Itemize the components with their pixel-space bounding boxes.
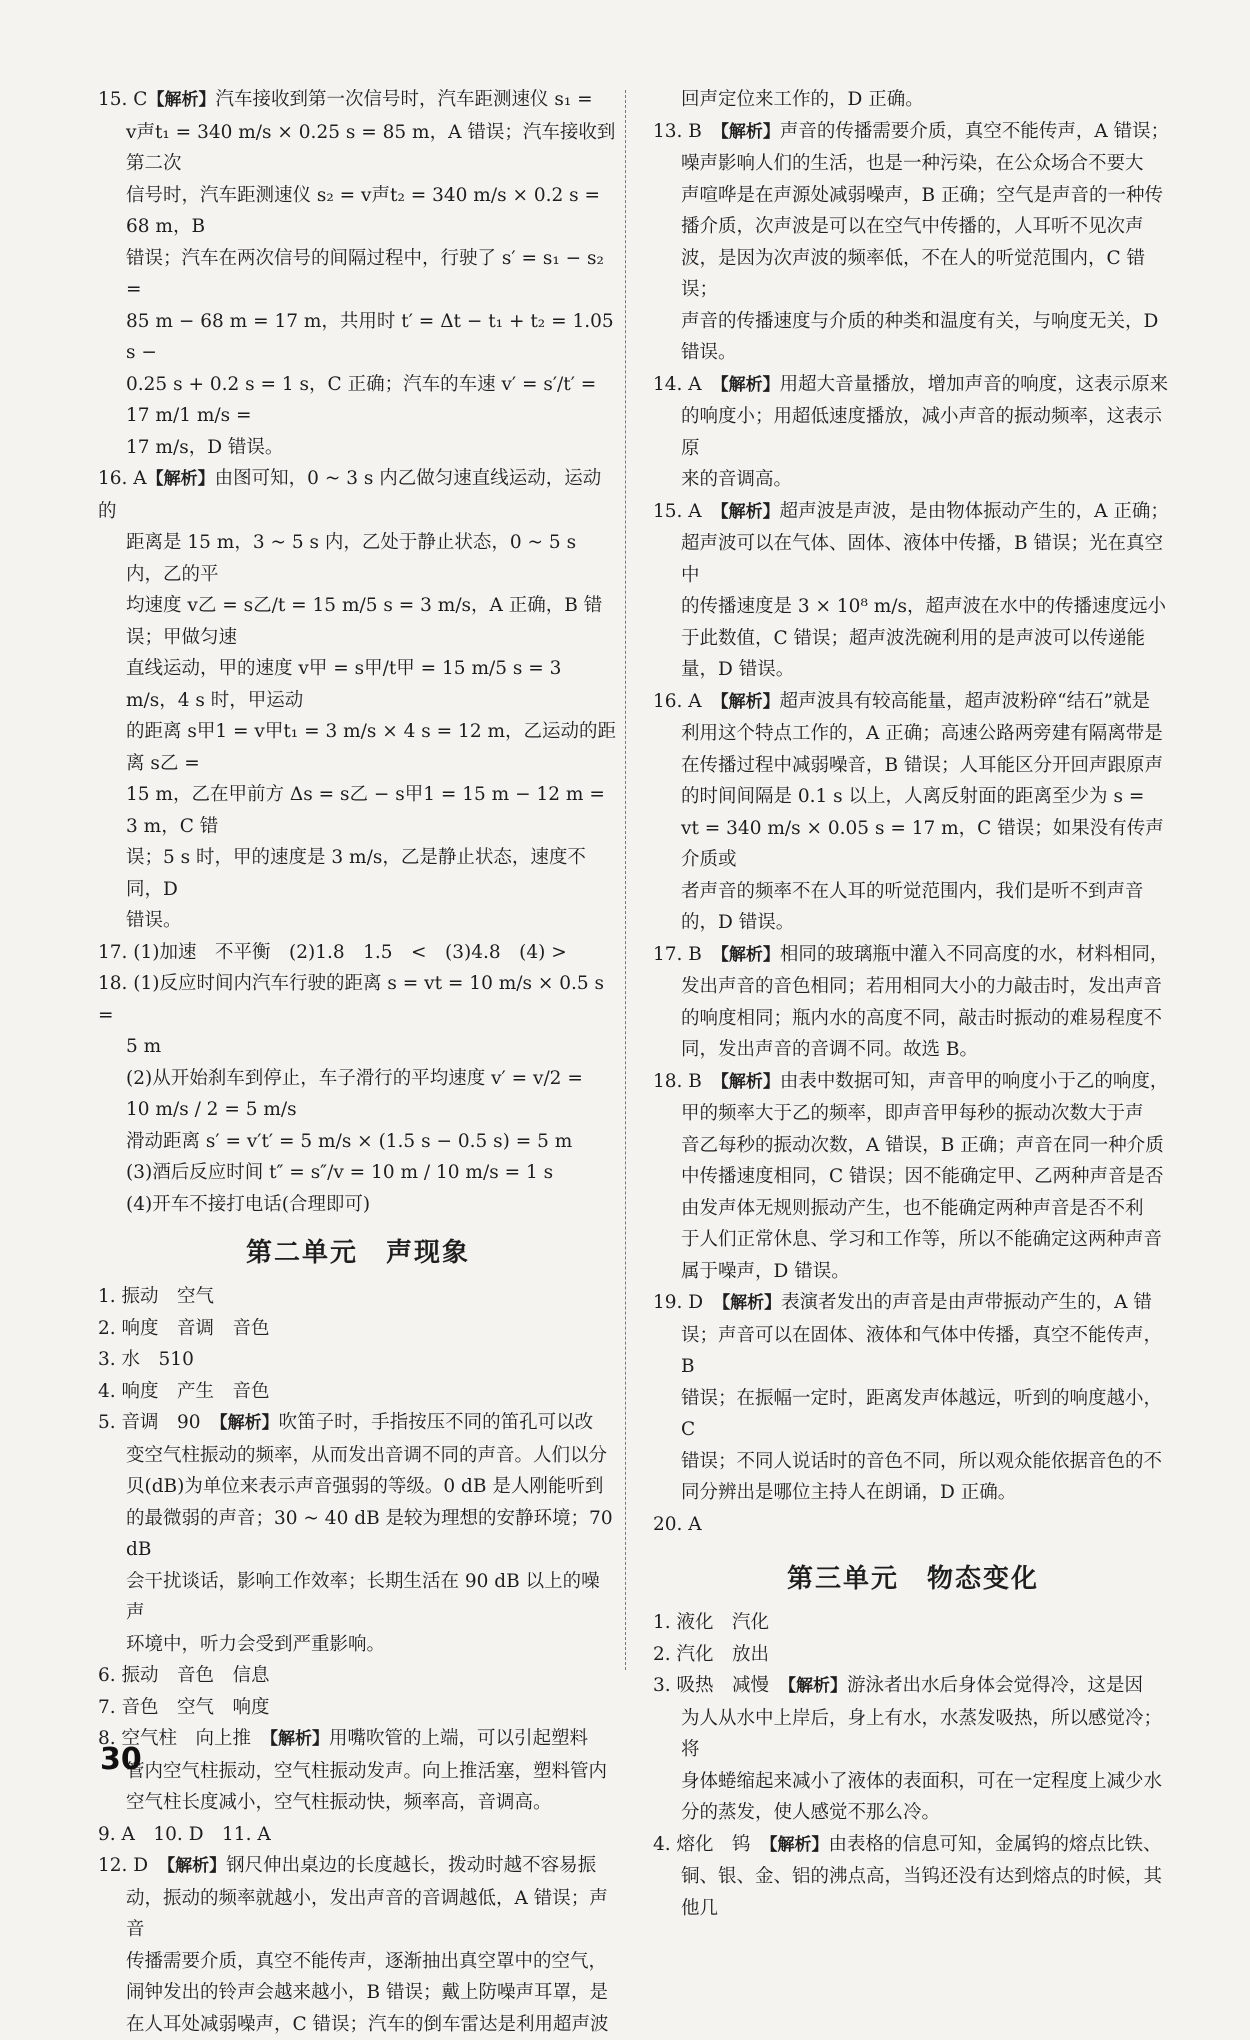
answer-item xyxy=(653,1829,1173,1925)
analysis-line: 15 m，乙在甲前方 Δs = s乙 − s甲1 = 15 m − 12 m = 3 m，C 错 xyxy=(98,779,618,842)
analysis-line: 同分辨出是哪位主持人在朗诵，D 正确。 xyxy=(653,1477,1173,1509)
answer-item xyxy=(98,1660,618,1692)
analysis-line: 管内空气柱振动，空气柱振动发声。向上推活塞，塑料管内 xyxy=(98,1756,618,1788)
analysis-line: 量，D 错误。 xyxy=(653,654,1173,686)
analysis-text: 超声波具有较高能量，超声波粉碎“结石”就是 xyxy=(780,691,1150,712)
analysis-line: 分的蒸发，使人感觉不那么冷。 xyxy=(653,1797,1173,1829)
analysis-line: 播介质，次声波是可以在空气中传播的，人耳听不见次声 xyxy=(653,211,1173,243)
analysis-tag: 【解析】 xyxy=(769,1835,829,1855)
analysis-line: 声喧哗是在声源处减弱噪声，B 正确；空气是声音的一种传 xyxy=(653,180,1173,212)
analysis-line: 变空气柱振动的频率，从而发出音调不同的声音。人们以分 xyxy=(98,1440,618,1472)
analysis-line: 超声波可以在气体、固体、液体中传播，B 错误；光在真空中 xyxy=(653,528,1173,591)
answer-head xyxy=(653,1287,1173,1320)
analysis-line: 错误。 xyxy=(98,905,618,937)
analysis-tag: 【解析】 xyxy=(720,502,780,522)
answer-item xyxy=(653,116,1173,369)
analysis-tag: 【解析】 xyxy=(720,122,780,142)
page-number: 30 xyxy=(100,1742,142,1777)
analysis-line: (3)酒后反应时间 t″ = s″/v = 10 m / 10 m/s = 1 s xyxy=(98,1157,618,1189)
analysis-line: 铜、银、金、铝的沸点高，当钨还没有达到熔点的时候，其他几 xyxy=(653,1861,1173,1924)
analysis-line: 波，是因为次声波的频率低，不在人的听觉范围内，C 错误； xyxy=(653,243,1173,306)
answer-item xyxy=(98,84,618,463)
analysis-line: 的，D 错误。 xyxy=(653,907,1173,939)
analysis-line: v声t₁ = 340 m/s × 0.25 s = 85 m，A 错误；汽车接收到第二次 xyxy=(98,117,618,180)
answer-item xyxy=(98,1819,618,1851)
answer-label: 16. A xyxy=(653,691,720,712)
analysis-line: 甲的频率大于乙的频率，即声音甲每秒的振动次数大于声 xyxy=(653,1098,1173,1130)
answer-item xyxy=(98,463,618,937)
analysis-line: 的响度相同；瓶内水的高度不同，敲击时振动的难易程度不 xyxy=(653,1003,1173,1035)
answer-head xyxy=(98,1281,618,1313)
answer-item xyxy=(98,968,618,1220)
answer-label: 6. 振动 音色 信息 xyxy=(98,1665,270,1686)
answer-label: 14. A xyxy=(653,374,720,395)
analysis-line: 利用这个特点工作的，A 正确；高速公路两旁建有隔离带是 xyxy=(653,718,1173,750)
analysis-line: 动，振动的频率就越小，发出声音的音调越低，A 错误；声音 xyxy=(98,1883,618,1946)
analysis-line: 音乙每秒的振动次数，A 错误，B 正确；声音在同一种介质 xyxy=(653,1130,1173,1162)
analysis-tag: 【解析】 xyxy=(219,1413,279,1433)
answer-item xyxy=(98,1281,618,1313)
answer-head xyxy=(98,1313,618,1345)
answer-item xyxy=(653,496,1173,686)
analysis-text: 由图可知，0 ~ 3 s 内乙做匀速直线运动，运动的 xyxy=(98,468,601,522)
unit2-answers xyxy=(98,1281,618,2040)
analysis-line: 传播需要介质，真空不能传声，逐渐抽出真空罩中的空气， xyxy=(98,1946,618,1978)
analysis-line: 的响度小；用超低速度播放，减小声音的振动频率，这表示原 xyxy=(653,401,1173,464)
answer-head xyxy=(98,1723,618,1756)
answer-label: 5. 音调 90 xyxy=(98,1412,219,1433)
analysis-line: 距离是 15 m，3 ~ 5 s 内，乙处于静止状态，0 ~ 5 s 内，乙的平 xyxy=(98,527,618,590)
analysis-line: 来的音调高。 xyxy=(653,464,1173,496)
analysis-line: 身体蜷缩起来减小了液体的表面积，可在一定程度上减少水 xyxy=(653,1766,1173,1798)
answer-item xyxy=(98,1850,618,2040)
answer-head xyxy=(653,496,1173,529)
answer-head xyxy=(98,968,618,1031)
answer-head xyxy=(98,1344,618,1376)
analysis-text: 游泳者出水后身体会觉得冷，这是因 xyxy=(847,1675,1143,1696)
analysis-tag: 【解析】 xyxy=(722,1293,782,1313)
answer-label: 7. 音色 空气 响度 xyxy=(98,1697,270,1718)
answer-label: 18. (1)反应时间内汽车行驶的距离 s = vt = 10 m/s × 0.5 s = xyxy=(98,973,604,1026)
analysis-text: 超声波是声波，是由物体振动产生的，A 正确； xyxy=(780,501,1169,522)
unit3-title: 第三单元 物态变化 xyxy=(653,1558,1173,1595)
answer-item xyxy=(653,686,1173,939)
analysis-line: 空气柱长度减小，空气柱振动快，频率高，音调高。 xyxy=(98,1787,618,1819)
analysis-line: 者声音的频率不在人耳的听觉范围内，我们是听不到声音 xyxy=(653,876,1173,908)
answer-head xyxy=(98,1819,618,1851)
analysis-line: 在传播过程中减弱噪音，B 错误；人耳能区分开回声跟原声 xyxy=(653,750,1173,782)
analysis-line: 0.25 s + 0.2 s = 1 s，C 正确；汽车的车速 v′ = s′/t′ = 17 m/1 m/s = xyxy=(98,369,618,432)
answer-label: 12. D xyxy=(98,1855,167,1876)
answer-head xyxy=(98,1660,618,1692)
answer-label: 15. C xyxy=(98,89,147,110)
answer-head xyxy=(98,937,618,969)
analysis-line: 会干扰谈话，影响工作效率；长期生活在 90 dB 以上的噪声 xyxy=(98,1566,618,1629)
answer-head xyxy=(653,116,1173,149)
continuation-text: 回声定位来工作的，D 正确。 xyxy=(653,84,1173,116)
analysis-line: 错误；在振幅一定时，距离发声体越远，听到的响度越小，C xyxy=(653,1383,1173,1446)
answer-head xyxy=(653,1607,1173,1639)
analysis-line: 为人从水中上岸后，身上有水，水蒸发吸热，所以感觉冷；将 xyxy=(653,1703,1173,1766)
column-divider xyxy=(625,90,626,1670)
analysis-line: 错误；汽车在两次信号的间隔过程中，行驶了 s′ = s₁ − s₂ = xyxy=(98,243,618,306)
answer-label: 8. 空气柱 向上推 xyxy=(98,1728,270,1749)
answer-head xyxy=(653,1670,1173,1703)
analysis-line: 于人们正常休息、学习和工作等，所以不能确定这两种声音 xyxy=(653,1224,1173,1256)
answer-item xyxy=(98,1407,618,1660)
answer-head xyxy=(98,1850,618,1883)
analysis-text: 由表格的信息可知，金属钨的熔点比铁、 xyxy=(829,1834,1162,1855)
analysis-line: 错误。 xyxy=(653,337,1173,369)
analysis-line: 均速度 v乙 = s乙/t = 15 m/5 s = 3 m/s，A 正确，B 错误；甲做匀速 xyxy=(98,590,618,653)
answer-label: 13. B xyxy=(653,121,720,142)
analysis-line: 环境中，听力会受到严重影响。 xyxy=(98,1629,618,1661)
answer-head xyxy=(653,369,1173,402)
analysis-line: 误；声音可以在固体、液体和气体中传播，真空不能传声，B xyxy=(653,1320,1173,1383)
answer-item xyxy=(98,1344,618,1376)
left-answers xyxy=(98,84,618,1220)
answer-head xyxy=(98,1692,618,1724)
analysis-line: 滑动距离 s′ = v′t′ = 5 m/s × (1.5 s − 0.5 s) = 5 m xyxy=(98,1126,618,1158)
analysis-line: 17 m/s，D 错误。 xyxy=(98,432,618,464)
analysis-line: 5 m xyxy=(98,1031,618,1063)
analysis-line: 的时间间隔是 0.1 s 以上，人离反射面的距离至少为 s = xyxy=(653,781,1173,813)
answer-item xyxy=(98,1692,618,1724)
analysis-text: 汽车接收到第一次信号时，汽车距测速仪 s₁ = xyxy=(215,89,592,110)
analysis-line: 10 m/s / 2 = 5 m/s xyxy=(98,1094,618,1126)
analysis-text: 用嘴吹管的上端，可以引起塑料 xyxy=(329,1728,588,1749)
analysis-line: 错误；不同人说话时的音色不同，所以观众能依据音色的不 xyxy=(653,1446,1173,1478)
answer-item xyxy=(98,1723,618,1819)
analysis-line: vt = 340 m/s × 0.05 s = 17 m，C 错误；如果没有传声介质或 xyxy=(653,813,1173,876)
analysis-text: 相同的玻璃瓶中灌入不同高度的水，材料相同， xyxy=(780,944,1169,965)
analysis-line: 贝(dB)为单位来表示声音强弱的等级。0 dB 是人刚能听到 xyxy=(98,1471,618,1503)
analysis-text: 用超大音量播放，增加声音的响度，这表示原来 xyxy=(780,374,1169,395)
answer-item xyxy=(653,1639,1173,1671)
analysis-line: 同，发出声音的音调不同。故选 B。 xyxy=(653,1034,1173,1066)
answer-label: 20. A xyxy=(653,1514,702,1535)
analysis-tag: 【解析】 xyxy=(788,1676,848,1696)
answer-item xyxy=(653,1287,1173,1509)
analysis-line: 的最微弱的声音；30 ~ 40 dB 是较为理想的安静环境；70 dB xyxy=(98,1503,618,1566)
answer-item xyxy=(653,1607,1173,1639)
unit3-answers xyxy=(653,1607,1173,1924)
analysis-text: 钢尺伸出桌边的长度越长，拨动时越不容易振 xyxy=(226,1855,596,1876)
analysis-line: 声音的传播速度与介质的种类和温度有关，与响度无关，D xyxy=(653,306,1173,338)
answer-item xyxy=(653,1066,1173,1288)
answer-item xyxy=(98,1376,618,1408)
answer-label: 1. 振动 空气 xyxy=(98,1286,214,1307)
analysis-line: 于此数值，C 错误；超声波洗碗利用的是声波可以传递能 xyxy=(653,623,1173,655)
analysis-line: 误；5 s 时，甲的速度是 3 m/s，乙是静止状态，速度不同，D xyxy=(98,842,618,905)
answer-head xyxy=(98,1407,618,1440)
left-column xyxy=(98,84,618,2040)
answer-label: 17. (1)加速 不平衡 (2)1.8 1.5 < (3)4.8 (4) > xyxy=(98,942,567,963)
analysis-line: 信号时，汽车距测速仪 s₂ = v声t₂ = 340 m/s × 0.2 s = 68 m，B xyxy=(98,180,618,243)
answer-label: 2. 响度 音调 音色 xyxy=(98,1318,270,1339)
analysis-text: 吹笛子时，手指按压不同的笛孔可以改 xyxy=(279,1412,594,1433)
answer-label: 18. B xyxy=(653,1071,720,1092)
analysis-text: 表演者发出的声音是由声带振动产生的，A 错 xyxy=(781,1292,1152,1313)
analysis-line: 属于噪声，D 错误。 xyxy=(653,1256,1173,1288)
analysis-line: (4)开车不接打电话(合理即可) xyxy=(98,1189,618,1221)
answer-label: 4. 熔化 钨 xyxy=(653,1834,769,1855)
answer-item xyxy=(653,939,1173,1066)
answer-item xyxy=(653,1670,1173,1829)
analysis-line: 发出声音的音色相同；若用相同大小的力敲击时，发出声音 xyxy=(653,971,1173,1003)
answer-item xyxy=(653,1509,1173,1541)
analysis-line: 85 m − 68 m = 17 m，共用时 t′ = Δt − t₁ + t₂ = 1.05 s − xyxy=(98,306,618,369)
analysis-line: 噪声影响人们的生活，也是一种污染，在公众场合不要大 xyxy=(653,148,1173,180)
answer-item xyxy=(653,369,1173,496)
answer-head xyxy=(653,1639,1173,1671)
analysis-line: 直线运动，甲的速度 v甲 = s甲/t甲 = 15 m/5 s = 3 m/s，4 s 时，甲运动 xyxy=(98,653,618,716)
analysis-line: 闹钟发出的铃声会越来越小，B 错误；戴上防噪声耳罩，是 xyxy=(98,1977,618,2009)
analysis-line: 由发声体无规则振动产生，也不能确定两种声音是否不利 xyxy=(653,1193,1173,1225)
right-column xyxy=(653,84,1173,1924)
answer-head xyxy=(653,686,1173,719)
answer-label: 1. 液化 汽化 xyxy=(653,1612,769,1633)
answer-head xyxy=(98,463,618,527)
answer-label: 16. A xyxy=(98,468,147,489)
answer-item xyxy=(98,937,618,969)
analysis-tag: 【解析】 xyxy=(147,469,215,489)
analysis-line: (2)从开始刹车到停止，车子滑行的平均速度 v′ = v/2 = xyxy=(98,1063,618,1095)
analysis-text: 声音的传播需要介质，真空不能传声，A 错误； xyxy=(780,121,1169,142)
answer-item xyxy=(98,1313,618,1345)
answer-head xyxy=(653,1509,1173,1541)
analysis-line: 中传播速度相同，C 错误；因不能确定甲、乙两种声音是否 xyxy=(653,1161,1173,1193)
answer-label: 15. A xyxy=(653,501,720,522)
answer-head xyxy=(98,84,618,117)
analysis-tag: 【解析】 xyxy=(147,90,215,110)
analysis-tag: 【解析】 xyxy=(720,1072,780,1092)
unit2-title: 第二单元 声现象 xyxy=(98,1232,618,1269)
answer-label: 19. D xyxy=(653,1292,722,1313)
answer-label: 3. 吸热 减慢 xyxy=(653,1675,788,1696)
analysis-text: 由表中数据可知，声音甲的响度小于乙的响度， xyxy=(780,1071,1169,1092)
analysis-tag: 【解析】 xyxy=(720,375,780,395)
analysis-tag: 【解析】 xyxy=(720,692,780,712)
analysis-line: 在人耳处减弱噪声，C 错误；汽车的倒车雷达是利用超声波 xyxy=(98,2009,618,2040)
answer-label: 3. 水 510 xyxy=(98,1349,194,1370)
analysis-tag: 【解析】 xyxy=(270,1729,330,1749)
answer-label: 9. A 10. D 11. A xyxy=(98,1824,271,1845)
analysis-tag: 【解析】 xyxy=(167,1856,227,1876)
answer-head xyxy=(98,1376,618,1408)
answer-head xyxy=(653,1066,1173,1099)
answer-label: 4. 响度 产生 音色 xyxy=(98,1381,270,1402)
answer-head xyxy=(653,939,1173,972)
answer-label: 2. 汽化 放出 xyxy=(653,1644,769,1665)
answer-label: 17. B xyxy=(653,944,720,965)
right-answers xyxy=(653,116,1173,1541)
analysis-tag: 【解析】 xyxy=(720,945,780,965)
answer-head xyxy=(653,1829,1173,1862)
analysis-line: 的距离 s甲1 = v甲t₁ = 3 m/s × 4 s = 12 m，乙运动的距离 s乙 = xyxy=(98,716,618,779)
analysis-line: 的传播速度是 3 × 10⁸ m/s，超声波在水中的传播速度远小 xyxy=(653,591,1173,623)
